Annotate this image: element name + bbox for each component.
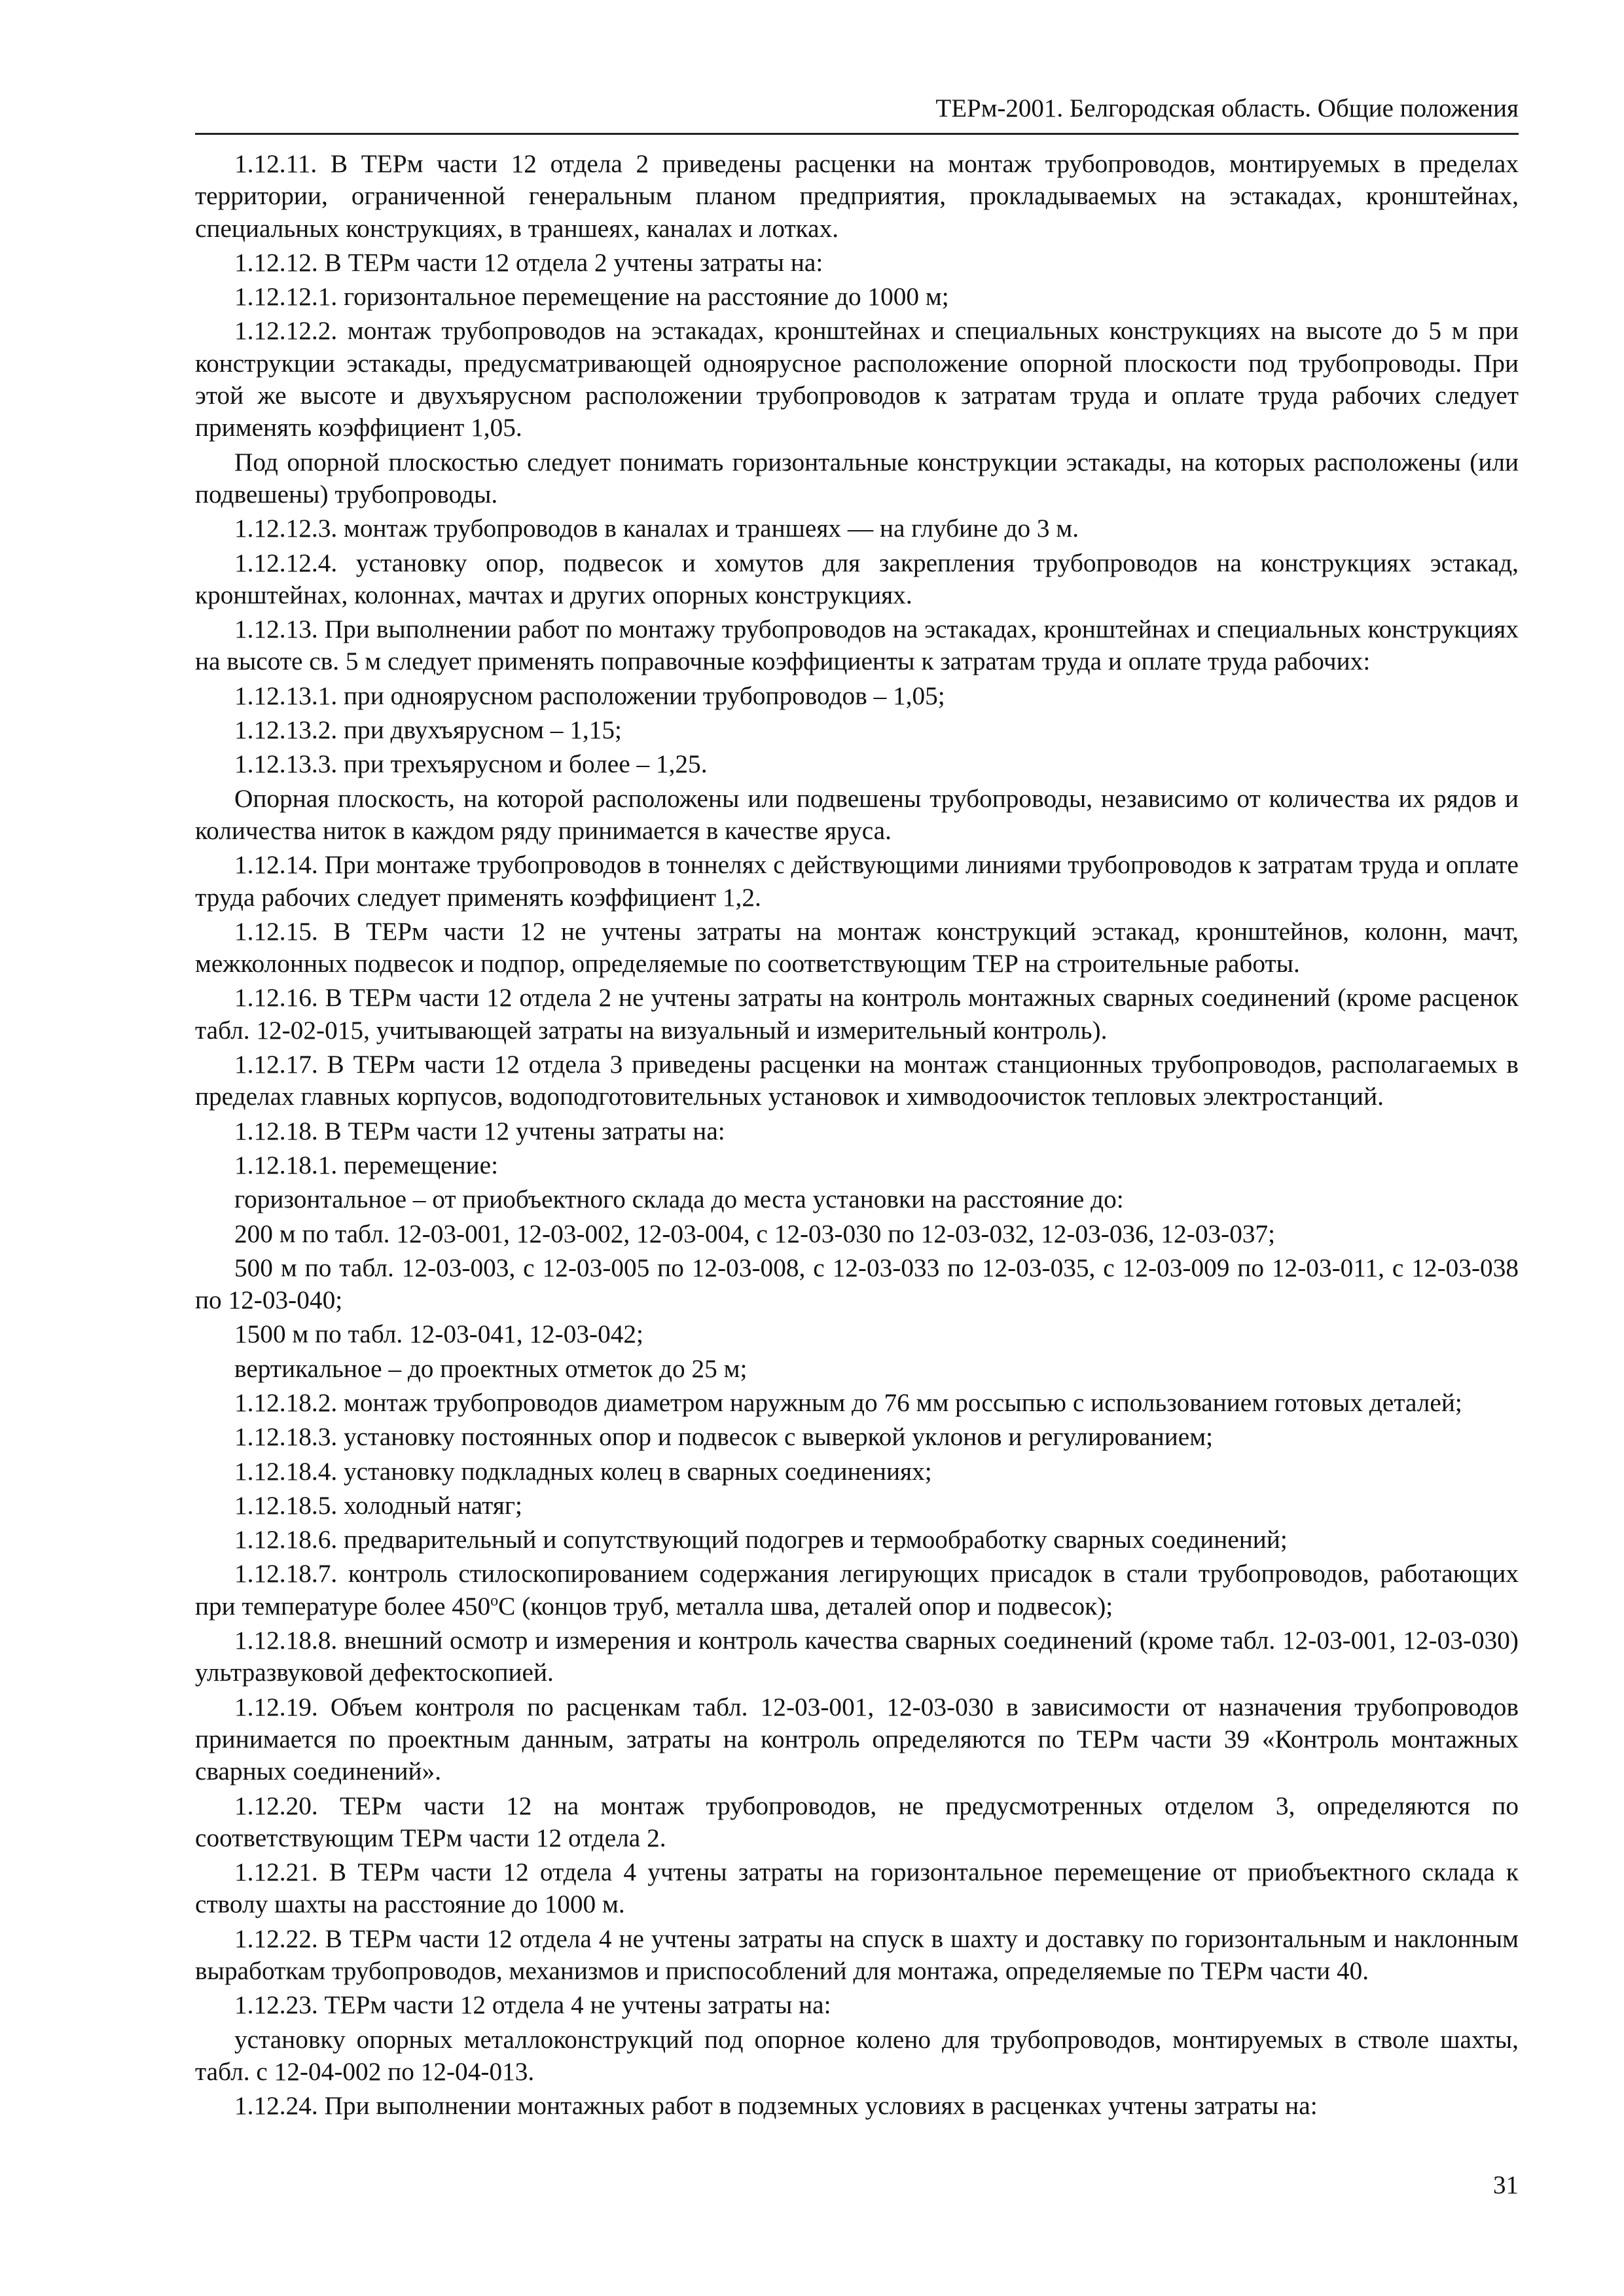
paragraph: 1.12.11. В ТЕРм части 12 отдела 2 приведены расценки на монтаж трубопроводов, монтируемых в пределах территории, ограниченной генеральным планом предприятия, прокладываемых на эстакадах, кронштейнах, специальных конструкциях, в траншеях, каналах и лотках. [195,149,1519,243]
paragraph: 1.12.12. В ТЕРм части 12 отдела 2 учтены затраты на: [234,247,823,277]
paragraph: 1.12.22. В ТЕРм части 12 отдела 4 не учтены затраты на спуск в шахту и доставку по горизонтальным и наклонным выработкам трубопроводов, механизмов и приспособлений для монтажа, определяемые по ТЕРм части 40. [195,1924,1519,1986]
paragraph: 1.12.18.6. предварительный и сопутствующий подогрев и термообработку сварных соединений; [234,1525,1288,1554]
temperature-text-after: С (концов труб, металла шва, деталей опор и подвесок); [498,1591,1113,1621]
paragraph: Под опорной плоскостью следует понимать горизонтальные конструкции эстакады, на которых расположены (или подвешены) трубопроводы. [195,447,1519,509]
paragraph: 200 м по табл. 12-03-001, 12-03-002, 12-03-004, с 12-03-030 по 12-03-032, 12-03-036, 12-03-037; [234,1219,1276,1248]
document-body [195,148,1519,2125]
paragraph: 1.12.12.4. установку опор, подвесок и хомутов для закрепления трубопроводов на конструкциях эстакад, кронштейнах, колоннах, мачтах и других опорных конструкциях. [195,548,1519,609]
paragraph: 1.12.21. В ТЕРм части 12 отдела 4 учтены затраты на горизонтальное перемещение от приобъектного склада к стволу шахты на расстояние до 1000 м. [195,1857,1519,1919]
paragraph: 1.12.13.1. при одноярусном расположении трубопроводов – 1,05; [234,681,945,710]
paragraph: 1.12.13. При выполнении работ по монтажу трубопроводов на эстакадах, кронштейнах и специальных конструкциях на высоте св. 5 м следует применять поправочные коэффициенты к затратам труда и оплате труда рабочих: [195,615,1519,676]
paragraph: вертикальное – до проектных отметок до 25 м; [234,1354,748,1383]
paragraph: 1.12.18.3. установку постоянных опор и подвесок с выверкой уклонов и регулированием; [234,1422,1214,1452]
header-divider [195,133,1519,135]
paragraph: 1500 м по табл. 12-03-041, 12-03-042; [234,1319,643,1349]
paragraph: 1.12.16. В ТЕРм части 12 отдела 2 не учтены затраты на контроль монтажных сварных соединений (кроме расценок табл. 12-02-015, учитывающей затраты на визуальный и измерительный контроль). [195,983,1519,1045]
paragraph: 1.12.18.8. внешний осмотр и измерения и контроль качества сварных соединений (кроме табл. 12-03-001, 12-03-030) ультразвуковой дефектоскопией. [195,1626,1519,1687]
paragraph: 1.12.17. В ТЕРм части 12 отдела 3 приведены расценки на монтаж станционных трубопроводов, располагаемых в пределах главных корпусов, водоподготовительных установок и химводоочисток тепловых электростанций. [195,1050,1519,1111]
temperature-text-before: 1.12.18.7. контроль стилоскопированием содержания легирующих присадок в стали трубопроводов, работающих при температуре более 450 [195,1559,1519,1621]
degree-superscript: о [490,1592,499,1609]
running-header: ТЕРм-2001. Белгородская область. Общие положения [935,94,1519,122]
paragraph: 1.12.24. При выполнении монтажных работ в подземных условиях в расценках учтены затраты на: [234,2091,1318,2121]
paragraph: горизонтальное – от приобъектного склада до места установки на расстояние до: [234,1185,1124,1214]
paragraph: установку опорных металлоконструкций под опорное колено для трубопроводов, монтируемых в стволе шахты, табл. с 12-04-002 по 12-04-013. [195,2024,1519,2086]
paragraph: Опорная плоскость, на которой расположены или подвешены трубопроводы, независимо от количества их рядов и количества ниток в каждом ряду принимается в качестве яруса. [195,783,1519,845]
paragraph: 1.12.13.2. при двухъярусном – 1,15; [234,715,622,745]
paragraph: 1.12.19. Объем контроля по расценкам табл. 12-03-001, 12-03-030 в зависимости от назначения трубопроводов принимается по проектным данным, затраты на контроль определяются по ТЕРм части 39 «Контроль монтажных сварных соединений». [195,1692,1519,1786]
paragraph: 1.12.12.2. монтаж трубопроводов на эстакадах, кронштейнах и специальных конструкциях на высоте до 5 м при конструкции эстакады, предусматривающей одноярусное расположение опорной плоскости под трубопроводы. При этой же высоте и двухъярусном расположении трубопроводов к затратам труда и оплате труда рабочих следует применять коэффициент 1,05. [195,316,1519,442]
paragraph: 1.12.18. В ТЕРм части 12 учтены затраты на: [234,1116,725,1145]
paragraph: 1.12.15. В ТЕРм части 12 не учтены затраты на монтаж конструкций эстакад, кронштейнов, колонн, мачт, межколонных подвесок и подпор, определяемые по соответствующим ТЕР на строительные работы. [195,916,1519,978]
paragraph: 1.12.12.1. горизонтальное перемещение на расстояние до 1000 м; [234,282,949,312]
paragraph: 1.12.13.3. при трехъярусном и более – 1,25. [234,749,708,779]
paragraph: 1.12.18.4. установку подкладных колец в сварных соединениях; [234,1456,932,1486]
paragraph: 1.12.14. При монтаже трубопроводов в тоннелях с действующими линиями трубопроводов к затратам труда и оплате труда рабочих следует применять коэффициент 1,2. [195,850,1519,912]
paragraph: 1.12.18.2. монтаж трубопроводов диаметром наружным до 76 мм россыпью с использованием готовых деталей; [234,1388,1462,1417]
paragraph: 1.12.18.5. холодный натяг; [234,1490,522,1520]
page-number: 31 [1493,2171,1519,2199]
paragraph: 1.12.23. ТЕРм части 12 отдела 4 не учтены затраты на: [234,1990,831,2020]
paragraph: 500 м по табл. 12-03-003, с 12-03-005 по 12-03-008, с 12-03-033 по 12-03-035, с 12-03-009 по 12-03-011, с 12-03-038 по 12-03-040; [195,1253,1519,1315]
paragraph: 1.12.18.1. перемещение: [234,1150,499,1179]
paragraph: 1.12.20. ТЕРм части 12 на монтаж трубопроводов, не предусмотренных отделом 3, определяются по соответствующим ТЕРм части 12 отдела 2. [195,1791,1519,1852]
paragraph-temperature [195,1558,1519,1623]
paragraph: 1.12.12.3. монтаж трубопроводов в каналах и траншеях — на глубине до 3 м. [234,514,1079,543]
